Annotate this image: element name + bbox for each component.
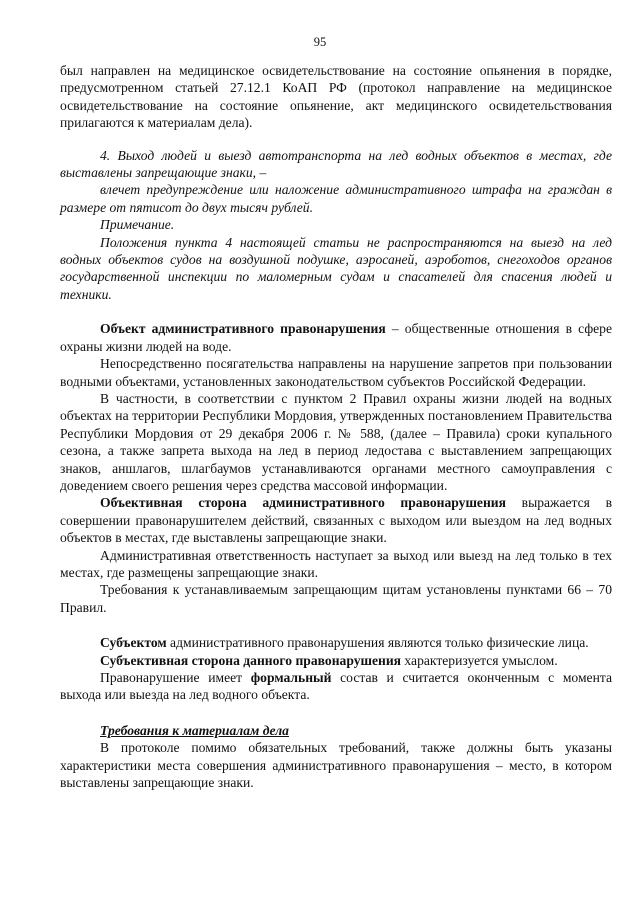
note-text: Положения пункта 4 настоящей статьи не распространяются на выезд на лед водных объектов судов на воздушной подушке, аэросаней, аэроботов, снегоходов органов государственной инспекции по маломерным судам и спасателей для спасения людей и техники. <box>60 234 612 302</box>
paragraph-object <box>60 320 612 355</box>
paragraph-liability: Административная ответственность наступает за выход или выезд на лед только в тех местах, где размещены запрещающие знаки. <box>60 547 612 580</box>
term-object: Объект административного правонарушения <box>100 321 386 337</box>
paragraph-objective-side-text: выражается в совершении правонарушителем действий, связанных с выходом или выездом на лед водных объектов в местах, где выставлены запрещающие знаки. <box>60 495 612 546</box>
paragraph-materials: В протоколе помимо обязательных требований, также должны быть указаны характеристики места совершения административного правонарушения – место, в котором выставлены запрещающие знаки. <box>60 740 612 791</box>
term-formal: формальный <box>250 670 332 685</box>
page-number: 95 <box>313 35 327 49</box>
note-heading: Примечание. <box>100 217 175 233</box>
term-objective-side: Объективная сторона административного правонарушения <box>100 495 506 511</box>
paragraph-requirements-shields: Требования к устанавливаемым запрещающим щитам установлены пунктами 66 – 70 Правил. <box>60 582 612 615</box>
term-subjective-side: Субъективная сторона данного правонарушения <box>100 652 402 668</box>
formal-after: состав и считается оконченным с момента выхода или выезда на лед водного объекта. <box>60 670 613 703</box>
paragraph-formal <box>60 669 612 704</box>
paragraph-direct: Непосредственно посягательства направлены на нарушение запретов при пользовании водными объектами, установленных законодательством субъектов Российской Федерации. <box>60 356 612 389</box>
paragraph-subject <box>60 634 612 651</box>
paragraph-particular: В частности, в соответствии с пунктом 2 Правил охраны жизни людей на водных объектах на территории Республики Мордовия, утвержденных постановлением Правительства Республики Мордовия от 29 декабря 2006 г. № 588, (далее – Правила) сроки купального сезона, а также запрета выхода на лед в период ледостава с выставлением запрещающих знаков, аншлагов, шлагбаумов устанавливаются органами местного самоуправления с доведением своего решения через средства массовой информации. <box>60 390 612 493</box>
paragraph-subjective-side-text: характеризуется умыслом. <box>401 652 558 668</box>
formal-before: Правонарушение имеет <box>100 670 251 685</box>
paragraph-intro: был направлен на медицинское освидетельствование на состояние опьянения в порядке, предусмотренном статьей 27.12.1 КоАП РФ (протокол направление на медицинское освидетельствование на состояние опьянение, акт медицинского освидетельствования прилагаются к материалам дела). <box>60 63 612 131</box>
paragraph-subjective-side <box>60 652 612 669</box>
paragraph-subject-text: административного правонарушения являются только физические лица. <box>166 635 589 651</box>
text-column <box>60 62 612 791</box>
article-penalty: влечет предупреждение или наложение административного штрафа на граждан в размере от пятисот до двух тысяч рублей. <box>60 182 612 215</box>
section-heading-materials <box>60 722 612 739</box>
term-subject: Субъектом <box>100 635 167 651</box>
paragraph-objective-side <box>60 494 612 546</box>
materials-heading: Требования к материалам дела <box>100 722 289 738</box>
paragraph-object-text: – общественные отношения в сфере охраны жизни людей на воде. <box>60 321 612 354</box>
article-point-4: 4. Выход людей и выезд автотранспорта на лед водных объектов в местах, где выставлены запрещающие знаки, – <box>60 147 612 181</box>
